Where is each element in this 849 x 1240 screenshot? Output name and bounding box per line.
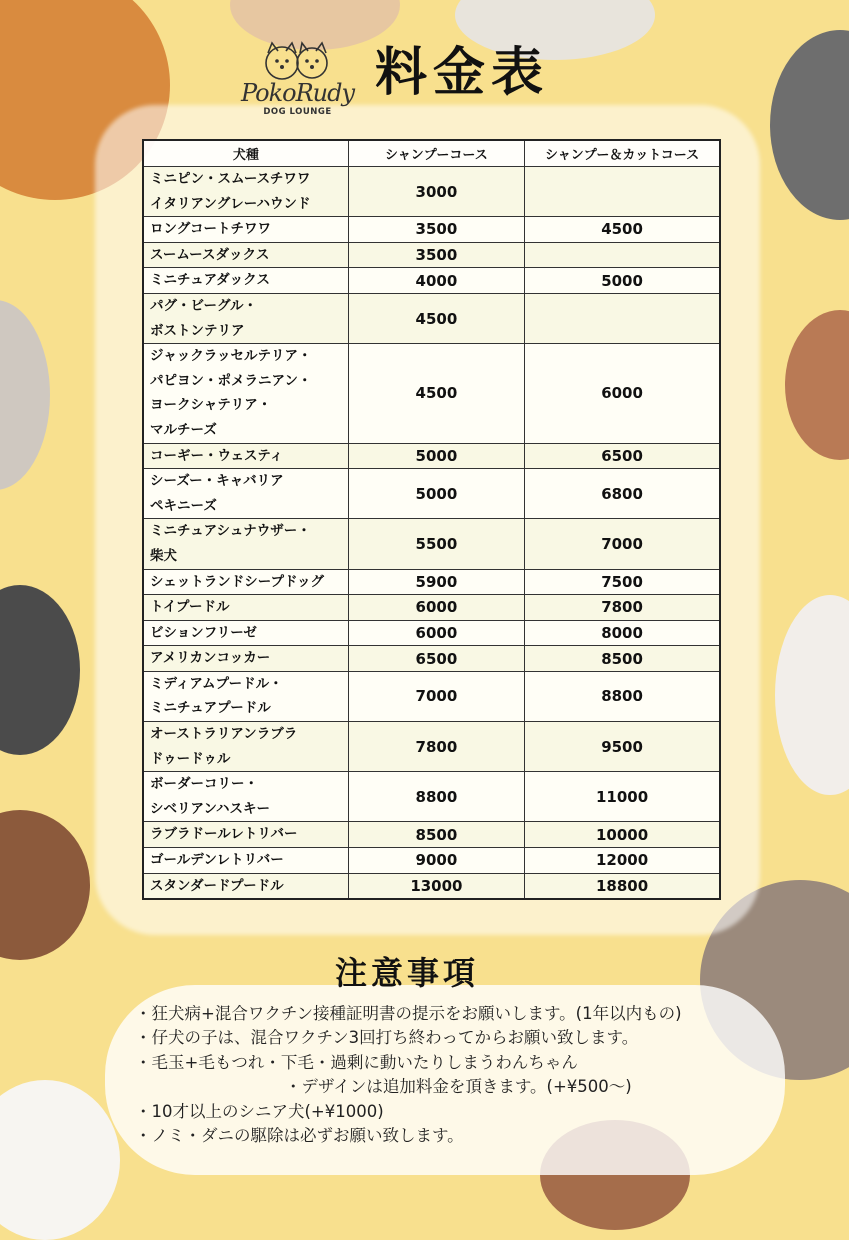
breed-line: ドゥードゥル	[150, 750, 231, 767]
breed-cell	[143, 519, 348, 569]
breed-cell	[143, 848, 348, 874]
breed-line: ロングコートチワワ	[150, 221, 271, 238]
note-line: ・狂犬病+混合ワクチン接種証明書の提示をお願いします。(1年以内もの)	[135, 1004, 682, 1023]
shampoo-price-cell: 5500	[348, 519, 524, 569]
shampoo-price-cell: 7000	[348, 671, 524, 721]
breed-cell	[143, 443, 348, 469]
table-row	[143, 344, 720, 443]
brand-name: PokoRudy	[240, 79, 355, 107]
table-row	[143, 217, 720, 243]
table-body	[143, 167, 720, 900]
note-line: ・デザインは追加料金を頂きます。(+¥500〜)	[285, 1077, 632, 1097]
breed-line: ミディアムプードル・	[150, 675, 283, 692]
shampoo-cut-price-cell: 7800	[525, 595, 720, 621]
shampoo-price-cell: 4500	[348, 344, 524, 443]
breed-cell	[143, 569, 348, 595]
brand-subtitle: DOG LOUNGE	[263, 107, 332, 117]
breed-line: ヨークシャテリア・	[150, 397, 272, 414]
breed-line: パグ・ビーグル・	[150, 297, 258, 314]
column-header-breed: 犬種	[143, 140, 348, 167]
dog-logo-icon	[252, 39, 342, 83]
breed-line: スタンダードプードル	[150, 877, 284, 894]
table-row	[143, 620, 720, 646]
breed-cell	[143, 646, 348, 672]
shampoo-price-cell: 6000	[348, 620, 524, 646]
breed-line: アメリカンコッカー	[150, 650, 271, 667]
breed-cell	[143, 873, 348, 899]
breed-cell	[143, 344, 348, 443]
breed-cell	[143, 167, 348, 217]
breed-cell	[143, 722, 348, 772]
shampoo-cut-price-cell: 8800	[525, 671, 720, 721]
shampoo-price-cell: 3000	[348, 167, 524, 217]
notes-list	[135, 1002, 775, 1148]
table-row	[143, 873, 720, 899]
breed-line: イタリアングレーハウンド	[150, 195, 311, 212]
breed-cell	[143, 671, 348, 721]
shampoo-price-cell: 6000	[348, 595, 524, 621]
shampoo-price-cell: 7800	[348, 722, 524, 772]
shampoo-cut-price-cell: 11000	[525, 772, 720, 822]
page-title: 料金表	[375, 43, 550, 103]
table-row	[143, 519, 720, 569]
breed-line: コーギー・ウェスティ	[150, 447, 284, 464]
breed-cell	[143, 268, 348, 294]
breed-cell	[143, 772, 348, 822]
shampoo-cut-price-cell: 4500	[525, 217, 720, 243]
shampoo-price-cell: 5000	[348, 443, 524, 469]
table-row	[143, 646, 720, 672]
background-blob-dalmatian	[0, 1080, 120, 1240]
breed-cell	[143, 620, 348, 646]
header	[230, 35, 630, 125]
table-row	[143, 242, 720, 268]
shampoo-price-cell: 8500	[348, 822, 524, 848]
shampoo-price-cell: 3500	[348, 242, 524, 268]
breed-line: オーストラリアンラブラ	[150, 726, 298, 743]
note-line: ・毛玉+毛もつれ・下毛・過剰に動いたりしまうわんちゃん	[135, 1052, 578, 1072]
shampoo-cut-price-cell: 9500	[525, 722, 720, 772]
table-row	[143, 167, 720, 217]
table-row	[143, 569, 720, 595]
breed-line: ミニピン・スムースチワワ	[150, 171, 311, 187]
shampoo-price-cell: 3500	[348, 217, 524, 243]
table-row	[143, 469, 720, 519]
breed-line: ボーダーコリー・	[150, 776, 258, 793]
background-blob-right-mid	[775, 595, 849, 795]
breed-line: トイプードル	[150, 599, 230, 616]
breed-line: パピヨン・ポメラニアン・	[150, 372, 312, 389]
breed-line: シーズー・キャバリア	[150, 473, 284, 490]
table-row	[143, 772, 720, 822]
breed-cell	[143, 469, 348, 519]
breed-line: スームースダックス	[150, 246, 270, 263]
breed-cell	[143, 217, 348, 243]
shampoo-cut-price-cell: 6500	[525, 443, 720, 469]
note-line: ・10才以上のシニア犬(+¥1000)	[135, 1101, 384, 1121]
shampoo-cut-price-cell: 5000	[525, 268, 720, 294]
shampoo-price-cell: 6500	[348, 646, 524, 672]
shampoo-cut-price-cell: 8000	[525, 620, 720, 646]
breed-line: シェットランドシープドッグ	[150, 573, 325, 590]
shampoo-price-cell: 5000	[348, 469, 524, 519]
breed-line: ボストンテリア	[150, 322, 245, 339]
table-header-row	[143, 140, 720, 167]
breed-line: マルチーズ	[150, 421, 217, 438]
column-header-shampoo-cut: シャンプー＆カットコース	[525, 140, 720, 167]
breed-cell	[143, 293, 348, 343]
breed-cell	[143, 242, 348, 268]
breed-cell	[143, 822, 348, 848]
table-row	[143, 722, 720, 772]
breed-line: 柴犬	[150, 547, 177, 564]
background-blob-left-dog	[0, 300, 50, 490]
logo	[230, 35, 365, 120]
table-row	[143, 443, 720, 469]
breed-line: ミニチュアシュナウザー・	[150, 523, 311, 540]
shampoo-cut-price-cell: 6800	[525, 469, 720, 519]
shampoo-cut-price-cell: 7000	[525, 519, 720, 569]
table-row	[143, 671, 720, 721]
shampoo-cut-price-cell	[525, 242, 720, 268]
shampoo-cut-price-cell: 8500	[525, 646, 720, 672]
shampoo-price-cell: 4500	[348, 293, 524, 343]
shampoo-price-cell: 13000	[348, 873, 524, 899]
breed-line: ゴールデンレトリバー	[150, 852, 284, 869]
breed-line: ミニチュアダックス	[150, 272, 271, 289]
background-blob-brown-right	[785, 310, 849, 460]
shampoo-cut-price-cell: 12000	[525, 848, 720, 874]
breed-line: ラブラドールレトリバー	[150, 826, 298, 843]
shampoo-cut-price-cell: 10000	[525, 822, 720, 848]
note-line: ・ノミ・ダニの駆除は必ずお願い致します。	[135, 1126, 464, 1146]
shampoo-cut-price-cell	[525, 293, 720, 343]
breed-line: ペキニーズ	[150, 497, 217, 514]
breed-cell	[143, 595, 348, 621]
notes-title: 注意事項	[335, 954, 480, 992]
background-blob-left-brown	[0, 810, 90, 960]
price-table	[142, 139, 721, 900]
shampoo-cut-price-cell: 6000	[525, 344, 720, 443]
shampoo-price-cell: 8800	[348, 772, 524, 822]
shampoo-price-cell: 5900	[348, 569, 524, 595]
shampoo-cut-price-cell: 7500	[525, 569, 720, 595]
shampoo-cut-price-cell	[525, 167, 720, 217]
table-row	[143, 293, 720, 343]
shampoo-price-cell: 9000	[348, 848, 524, 874]
breed-line: ビションフリーゼ	[150, 624, 257, 641]
background-blob-left-dark	[0, 585, 80, 755]
table-row	[143, 848, 720, 874]
table-row	[143, 595, 720, 621]
breed-line: ジャックラッセルテリア・	[150, 348, 312, 365]
background-blob-dark-grey	[770, 30, 849, 220]
note-line: ・仔犬の子は、混合ワクチン3回打ち終わってからお願い致します。	[135, 1028, 639, 1048]
shampoo-price-cell: 4000	[348, 268, 524, 294]
breed-line: シベリアンハスキー	[150, 800, 271, 817]
breed-line: ミニチュアプードル	[150, 700, 271, 717]
column-header-shampoo: シャンプーコース	[348, 140, 524, 167]
shampoo-cut-price-cell: 18800	[525, 873, 720, 899]
table-row	[143, 822, 720, 848]
table-row	[143, 268, 720, 294]
